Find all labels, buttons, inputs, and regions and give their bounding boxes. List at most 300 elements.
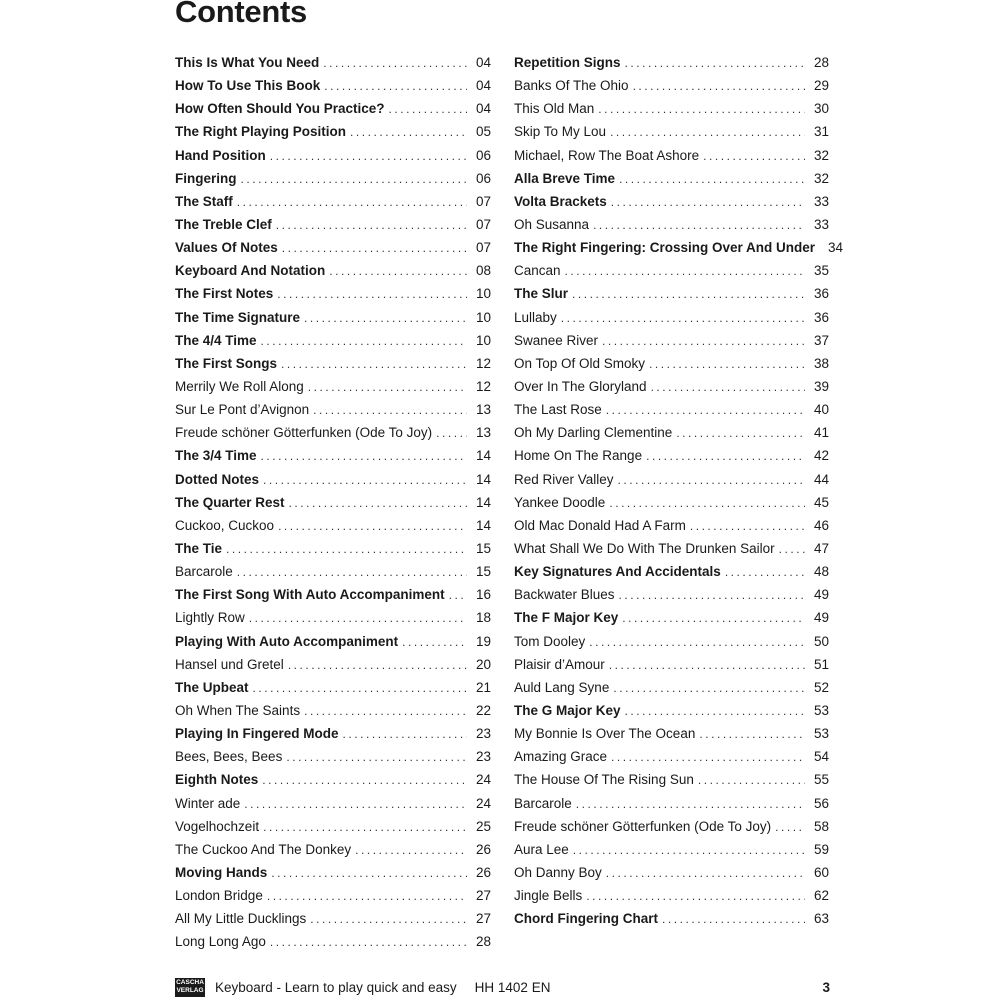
- dot-leader: [343, 723, 467, 746]
- toc-entry-page: 41: [813, 425, 829, 441]
- toc-entry-title: Winter ade: [175, 795, 241, 811]
- toc-entry[interactable]: [514, 537, 829, 560]
- toc-entry-page: 47: [813, 540, 829, 556]
- toc-entry-page: 60: [813, 864, 829, 880]
- toc-entry-title: The Last Rose: [514, 402, 602, 418]
- toc-entry-page: 23: [475, 749, 491, 765]
- toc-entry[interactable]: [175, 815, 491, 838]
- toc-entry[interactable]: [175, 606, 491, 629]
- toc-entry-page: 46: [813, 517, 829, 533]
- toc-entry-title: Long Long Ago: [175, 934, 266, 950]
- toc-entry[interactable]: [175, 468, 491, 491]
- toc-entry-title: London Bridge: [175, 888, 263, 904]
- dot-leader: [598, 98, 805, 121]
- dot-leader: [573, 839, 805, 862]
- toc-entry[interactable]: [175, 884, 491, 907]
- dot-leader: [226, 538, 467, 561]
- toc-entry[interactable]: [175, 653, 491, 676]
- toc-entry-title: Aura Lee: [514, 841, 569, 857]
- toc-entry[interactable]: [175, 190, 491, 213]
- toc-entry[interactable]: [514, 491, 829, 514]
- toc-entry-title: The Time Signature: [175, 309, 301, 325]
- toc-entry-page: 21: [475, 679, 491, 695]
- dot-leader: [270, 145, 467, 168]
- toc-left-column: [175, 51, 491, 953]
- dot-leader: [586, 885, 805, 908]
- toc-entry[interactable]: [175, 444, 491, 467]
- toc-entry[interactable]: [514, 51, 829, 74]
- toc-entry-page: 28: [475, 934, 491, 950]
- dot-leader: [690, 515, 805, 538]
- toc-entry-title: Playing In Fingered Mode: [175, 726, 339, 742]
- dot-leader: [237, 191, 467, 214]
- toc-entry[interactable]: [175, 259, 491, 282]
- toc-entry-title: Michael, Row The Boat Ashore: [514, 147, 700, 163]
- toc-entry-page: 62: [813, 888, 829, 904]
- toc-entry[interactable]: [514, 190, 829, 213]
- toc-entry-page: 32: [813, 147, 829, 163]
- dot-leader: [304, 700, 467, 723]
- toc-entry-page: 35: [813, 263, 829, 279]
- dot-leader: [263, 816, 467, 839]
- dot-leader: [676, 422, 805, 445]
- toc-entry-page: 38: [813, 355, 829, 371]
- toc-entry[interactable]: [514, 861, 829, 884]
- dot-leader: [261, 330, 467, 353]
- toc-entry[interactable]: [514, 815, 829, 838]
- toc-entry-page: 58: [813, 818, 829, 834]
- toc-entry-page: 14: [475, 494, 491, 510]
- toc-entry[interactable]: [175, 838, 491, 861]
- toc-entry[interactable]: [175, 861, 491, 884]
- toc-entry-page: 48: [813, 564, 829, 580]
- toc-entry-page: 39: [813, 378, 829, 394]
- toc-entry-title: Sur Le Pont d’Avignon: [175, 402, 310, 418]
- toc-entry-title: Yankee Doodle: [514, 494, 606, 510]
- toc-entry-title: Barcarole: [175, 564, 233, 580]
- toc-entry-page: 42: [813, 448, 829, 464]
- dot-leader: [244, 793, 467, 816]
- toc-entry-title: Auld Lang Syne: [514, 679, 610, 695]
- footer-page-number: 3: [822, 979, 830, 995]
- toc-entry-page: 13: [475, 425, 491, 441]
- toc-entry-title: Oh My Darling Clementine: [514, 425, 673, 441]
- toc-entry-page: 54: [813, 749, 829, 765]
- toc-entry[interactable]: [175, 375, 491, 398]
- toc-entry-page: 14: [475, 448, 491, 464]
- toc-entry[interactable]: [514, 167, 829, 190]
- dot-leader: [253, 677, 467, 700]
- toc-entry[interactable]: [175, 144, 491, 167]
- dot-leader: [313, 399, 467, 422]
- toc-entry[interactable]: [514, 630, 829, 653]
- dot-leader: [278, 515, 467, 538]
- dot-leader: [561, 307, 805, 330]
- toc-entry-title: Plaisir d’Amour: [514, 656, 605, 672]
- toc-entry-page: 18: [475, 610, 491, 626]
- dot-leader: [625, 52, 805, 75]
- toc-entry[interactable]: [514, 768, 829, 791]
- toc-entry[interactable]: [175, 329, 491, 352]
- toc-entry-page: 13: [475, 402, 491, 418]
- dot-leader: [633, 75, 805, 98]
- dot-leader: [611, 191, 805, 214]
- toc-entry-page: 12: [475, 355, 491, 371]
- toc-entry[interactable]: [175, 120, 491, 143]
- toc-entry[interactable]: [514, 653, 829, 676]
- toc-entry-page: 14: [475, 517, 491, 533]
- toc-entry[interactable]: [175, 722, 491, 745]
- toc-entry-page: 49: [813, 587, 829, 603]
- toc-entry[interactable]: [514, 421, 829, 444]
- dot-leader: [625, 700, 805, 723]
- dot-leader: [613, 677, 805, 700]
- toc-entry-title: How Often Should You Practice?: [175, 101, 385, 117]
- dot-leader: [249, 607, 467, 630]
- toc-entry-title: The Cuckoo And The Donkey: [175, 841, 352, 857]
- dot-leader: [241, 168, 468, 191]
- toc-entry-page: 37: [813, 332, 829, 348]
- toc-entry-page: 33: [813, 193, 829, 209]
- toc-entry-title: Old Mac Donald Had A Farm: [514, 517, 686, 533]
- dot-leader: [602, 330, 805, 353]
- toc-entry-page: 40: [813, 402, 829, 418]
- toc-entry[interactable]: [514, 722, 829, 745]
- toc-entry-title: On Top Of Old Smoky: [514, 355, 646, 371]
- dot-leader: [619, 584, 805, 607]
- toc-entry[interactable]: [175, 491, 491, 514]
- toc-entry-page: 24: [475, 772, 491, 788]
- toc-entry[interactable]: [175, 236, 491, 259]
- toc-entry[interactable]: [175, 560, 491, 583]
- dot-leader: [449, 584, 467, 607]
- dot-leader: [355, 839, 467, 862]
- toc-entry-page: 31: [813, 124, 829, 140]
- toc-entry-title: Freude schöner Götterfunken (Ode To Joy): [175, 425, 433, 441]
- dot-leader: [572, 283, 805, 306]
- toc-entry-page: 12: [475, 378, 491, 394]
- toc-entry-title: The Tie: [175, 540, 223, 556]
- toc-entry[interactable]: [514, 514, 829, 537]
- toc-entry-title: Keyboard And Notation: [175, 263, 326, 279]
- toc-entry-page: 08: [475, 263, 491, 279]
- dot-leader: [350, 121, 467, 144]
- footer-book-title: Keyboard - Learn to play quick and easy: [215, 979, 457, 995]
- toc-entry-title: The Quarter Rest: [175, 494, 285, 510]
- toc-entry-page: 19: [475, 633, 491, 649]
- toc-entry[interactable]: [514, 907, 829, 930]
- toc-entry[interactable]: [514, 792, 829, 815]
- dot-leader: [436, 422, 467, 445]
- toc-entry-title: Chord Fingering Chart: [514, 911, 658, 927]
- toc-entry-page: 56: [813, 795, 829, 811]
- toc-entry-title: Key Signatures And Accidentals: [514, 564, 721, 580]
- toc-entry-title: Amazing Grace: [514, 749, 608, 765]
- toc-entry-title: Oh Danny Boy: [514, 864, 602, 880]
- toc-entry-title: Banks Of The Ohio: [514, 78, 629, 94]
- toc-entry[interactable]: [514, 583, 829, 606]
- toc-entry-page: 04: [475, 78, 491, 94]
- dot-leader: [282, 237, 467, 260]
- dot-leader: [699, 723, 805, 746]
- toc-entry-page: 05: [475, 124, 491, 140]
- toc-entry[interactable]: [514, 444, 829, 467]
- toc-entry[interactable]: [175, 97, 491, 120]
- toc-entry[interactable]: [514, 699, 829, 722]
- dot-leader: [703, 145, 805, 168]
- toc-entry[interactable]: [514, 745, 829, 768]
- dot-leader: [649, 353, 805, 376]
- toc-entry-title: Oh Susanna: [514, 216, 590, 232]
- dot-leader: [389, 98, 467, 121]
- dot-leader: [622, 607, 805, 630]
- toc-entry[interactable]: [514, 329, 829, 352]
- toc-entry-page: 27: [475, 888, 491, 904]
- toc-entry-page: 22: [475, 702, 491, 718]
- toc-entry-title: Alla Breve Time: [514, 170, 616, 186]
- dot-leader: [775, 816, 805, 839]
- toc-entry[interactable]: [514, 144, 829, 167]
- toc-entry-title: All My Little Ducklings: [175, 911, 307, 927]
- toc-entry[interactable]: [514, 352, 829, 375]
- dot-leader: [270, 931, 467, 954]
- toc-entry-title: Skip To My Lou: [514, 124, 607, 140]
- toc-entry[interactable]: [175, 699, 491, 722]
- dot-leader: [304, 307, 467, 330]
- toc-entry-page: 29: [813, 78, 829, 94]
- toc-entry-title: Values Of Notes: [175, 240, 278, 256]
- toc-entry-title: The First Song With Auto Accompaniment: [175, 587, 445, 603]
- toc-entry[interactable]: [175, 51, 491, 74]
- toc-entry-page: 63: [813, 911, 829, 927]
- toc-entry-title: What Shall We Do With The Drunken Sailor: [514, 540, 775, 556]
- toc-entry-page: 50: [813, 633, 829, 649]
- toc-entry-page: 14: [475, 471, 491, 487]
- toc-entry-page: 55: [813, 772, 829, 788]
- toc-entry-title: Tom Dooley: [514, 633, 586, 649]
- toc-entry-page: 52: [813, 679, 829, 695]
- dot-leader: [324, 75, 467, 98]
- toc-entry[interactable]: [514, 213, 829, 236]
- toc-entry[interactable]: [175, 630, 491, 653]
- toc-entry[interactable]: [175, 352, 491, 375]
- dot-leader: [289, 492, 467, 515]
- toc-entry[interactable]: [514, 74, 829, 97]
- toc-entry-page: 59: [813, 841, 829, 857]
- dot-leader: [606, 862, 805, 885]
- toc-entry-page: 07: [475, 216, 491, 232]
- toc-entry-title: The Upbeat: [175, 679, 249, 695]
- dot-leader: [261, 445, 467, 468]
- toc-entry-page: 10: [475, 286, 491, 302]
- dot-leader: [593, 214, 805, 237]
- toc-entry[interactable]: [514, 560, 829, 583]
- dot-leader: [281, 353, 467, 376]
- dot-leader: [329, 260, 467, 283]
- toc-entry-page: 24: [475, 795, 491, 811]
- dot-leader: [267, 885, 467, 908]
- toc-entry[interactable]: [514, 120, 829, 143]
- toc-entry-title: Barcarole: [514, 795, 572, 811]
- toc-entry-title: Moving Hands: [175, 864, 268, 880]
- toc-entry-title: This Old Man: [514, 101, 595, 117]
- toc-entry-page: 25: [475, 818, 491, 834]
- toc-entry[interactable]: [514, 259, 829, 282]
- dot-leader: [618, 469, 805, 492]
- dot-leader: [271, 862, 467, 885]
- toc-entry-page: 20: [475, 656, 491, 672]
- toc-entry-title: Fingering: [175, 170, 237, 186]
- dot-leader: [725, 561, 805, 584]
- toc-entry-title: The First Notes: [175, 286, 274, 302]
- logo-line-1: CASCHA: [176, 979, 204, 986]
- dot-leader: [277, 283, 467, 306]
- toc-entry[interactable]: [175, 398, 491, 421]
- toc-entry-page: 15: [475, 564, 491, 580]
- toc-entry[interactable]: [175, 282, 491, 305]
- toc-entry-page: 28: [813, 55, 829, 70]
- toc-entry-title: The 3/4 Time: [175, 448, 257, 464]
- toc-entry[interactable]: [175, 745, 491, 768]
- toc-entry-title: Oh When The Saints: [175, 702, 301, 718]
- toc-entry[interactable]: [514, 838, 829, 861]
- dot-leader: [262, 769, 467, 792]
- dot-leader: [646, 445, 805, 468]
- toc-entry-page: 26: [475, 864, 491, 880]
- toc-entry-page: 51: [813, 656, 829, 672]
- toc-entry[interactable]: [514, 468, 829, 491]
- toc-entry-title: Jingle Bells: [514, 888, 583, 904]
- toc-entry-title: Merrily We Roll Along: [175, 378, 304, 394]
- dot-leader: [589, 631, 805, 654]
- page-title: Contents: [175, 0, 307, 29]
- toc-entry-title: Repetition Signs: [514, 55, 621, 70]
- toc-entry[interactable]: [175, 907, 491, 930]
- toc-entry-title: Lullaby: [514, 309, 557, 325]
- toc-entry-title: The House Of The Rising Sun: [514, 772, 694, 788]
- toc-entry-title: Home On The Range: [514, 448, 643, 464]
- footer-code: HH 1402 EN: [474, 979, 551, 995]
- toc-entry[interactable]: [175, 421, 491, 444]
- toc-entry[interactable]: [175, 306, 491, 329]
- toc-entry-title: Dotted Notes: [175, 471, 259, 487]
- toc-entry-title: My Bonnie Is Over The Ocean: [514, 726, 696, 742]
- toc-entry-title: Cancan: [514, 263, 561, 279]
- toc-entry-page: 04: [475, 101, 491, 117]
- dot-leader: [308, 376, 467, 399]
- toc-entry-title: The Right Playing Position: [175, 124, 347, 140]
- toc-entry[interactable]: [514, 884, 829, 907]
- toc-entry[interactable]: [514, 606, 829, 629]
- toc-entry[interactable]: [514, 306, 829, 329]
- toc-entry-title: Hand Position: [175, 147, 266, 163]
- toc-entry-title: Swanee River: [514, 332, 599, 348]
- toc-entry-page: 10: [475, 332, 491, 348]
- toc-entry-title: Bees, Bees, Bees: [175, 749, 283, 765]
- toc-entry[interactable]: [514, 236, 844, 259]
- toc-entry[interactable]: [514, 676, 829, 699]
- toc-entry-page: 53: [813, 726, 829, 742]
- toc-entry-title: How To Use This Book: [175, 78, 321, 94]
- toc-entry-page: 32: [813, 170, 829, 186]
- dot-leader: [276, 214, 467, 237]
- dot-leader: [237, 561, 467, 584]
- toc-entry-page: 34: [827, 240, 844, 256]
- toc-entry-title: Over In The Gloryland: [514, 378, 647, 394]
- toc-entry[interactable]: [175, 676, 491, 699]
- toc-entry-page: 36: [813, 286, 829, 302]
- toc-entry-title: The Treble Clef: [175, 216, 272, 232]
- dot-leader: [606, 399, 805, 422]
- toc-entry-page: 07: [475, 193, 491, 209]
- dot-leader: [402, 631, 467, 654]
- toc-entry-title: Red River Valley: [514, 471, 614, 487]
- toc-entry-page: 44: [813, 471, 829, 487]
- toc-entry[interactable]: [175, 768, 491, 791]
- dot-leader: [609, 492, 805, 515]
- toc-entry[interactable]: [514, 282, 829, 305]
- dot-leader: [779, 538, 805, 561]
- toc-entry-title: Backwater Blues: [514, 587, 615, 603]
- toc-entry-title: The Slur: [514, 286, 569, 302]
- page-footer: [175, 975, 830, 999]
- dot-leader: [611, 746, 805, 769]
- toc-entry-title: Lightly Row: [175, 610, 245, 626]
- toc-entry[interactable]: [175, 167, 491, 190]
- toc-entry-page: 07: [475, 240, 491, 256]
- dot-leader: [609, 654, 805, 677]
- toc-entry-page: 06: [475, 170, 491, 186]
- toc-entry[interactable]: [175, 74, 491, 97]
- toc-entry-title: The G Major Key: [514, 702, 621, 718]
- toc-entry-title: The First Songs: [175, 355, 278, 371]
- toc-entry[interactable]: [514, 97, 829, 120]
- toc-entry[interactable]: [514, 398, 829, 421]
- toc-entry-page: 33: [813, 216, 829, 232]
- toc-entry-page: 45: [813, 494, 829, 510]
- toc-entry-title: Cuckoo, Cuckoo: [175, 517, 275, 533]
- dot-leader: [565, 260, 805, 283]
- dot-leader: [576, 793, 805, 816]
- toc-entry-page: 23: [475, 726, 491, 742]
- toc-entry-title: Eighth Notes: [175, 772, 259, 788]
- toc-entry[interactable]: [175, 930, 491, 953]
- dot-leader: [323, 52, 467, 75]
- dot-leader: [651, 376, 805, 399]
- toc-entry-title: This Is What You Need: [175, 55, 320, 70]
- dot-leader: [288, 654, 467, 677]
- dot-leader: [619, 168, 805, 191]
- toc-entry[interactable]: [175, 213, 491, 236]
- toc-entry-title: The 4/4 Time: [175, 332, 257, 348]
- toc-entry-title: Volta Brackets: [514, 193, 607, 209]
- toc-entry[interactable]: [175, 583, 491, 606]
- toc-entry-page: 26: [475, 841, 491, 857]
- toc-entry[interactable]: [175, 792, 491, 815]
- publisher-logo: [175, 978, 205, 997]
- toc-entry-page: 36: [813, 309, 829, 325]
- toc-entry[interactable]: [175, 514, 491, 537]
- toc-entry-page: 49: [813, 610, 829, 626]
- dot-leader: [263, 469, 467, 492]
- toc-entry-title: The Staff: [175, 193, 233, 209]
- toc-entry-title: Vogelhochzeit: [175, 818, 260, 834]
- toc-entry-page: 10: [475, 309, 491, 325]
- toc-entry-page: 53: [813, 702, 829, 718]
- toc-entry[interactable]: [514, 375, 829, 398]
- dot-leader: [286, 746, 467, 769]
- toc-entry[interactable]: [175, 537, 491, 560]
